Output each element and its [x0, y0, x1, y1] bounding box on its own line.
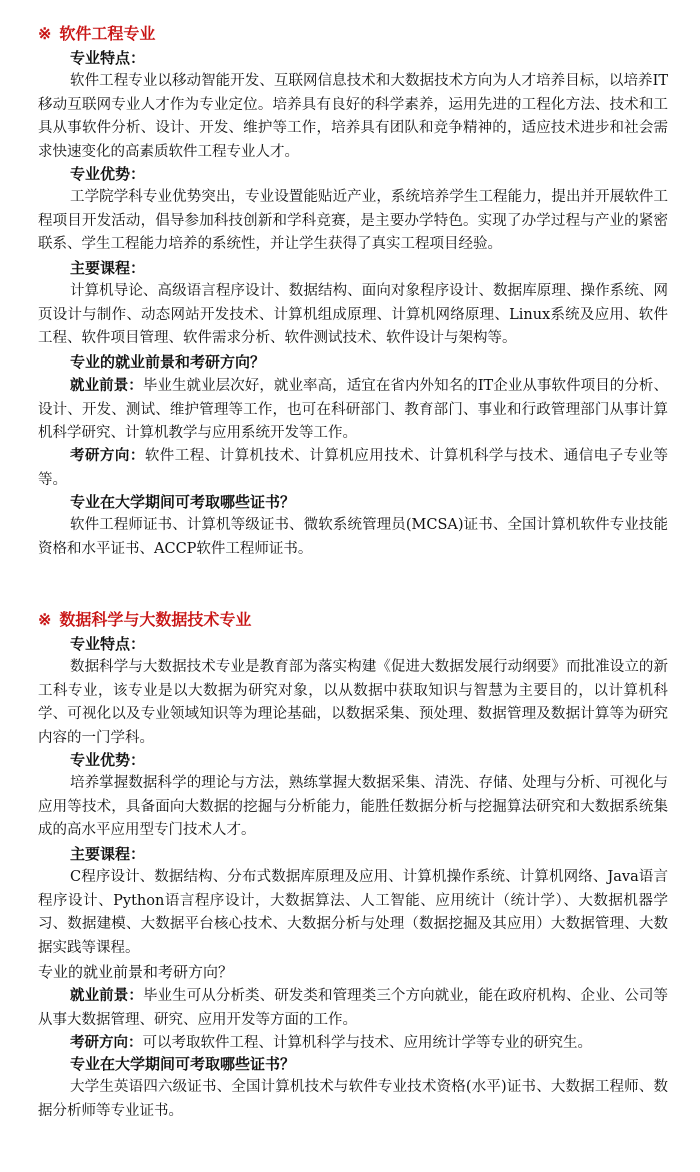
advantage-heading: 专业优势：	[70, 165, 146, 183]
section-title-text: 软件工程专业	[59, 24, 156, 43]
courses-paragraph: C程序设计、数据结构、分布式数据库原理及应用、计算机操作系统、计算机网络、Java语言程序设计、Python语言程序设计，大数据算法、人工智能、应用统计（统计学）、大数据机器学习、数据建模、大数据平台核心技术、大数据分析与处理（数据挖掘及其应用）大数据管理、大数据实践等课程。	[38, 869, 668, 956]
section-title-text: 数据科学与大数据技术专业	[59, 610, 252, 629]
features-paragraph: 软件工程专业以移动智能开发、互联网信息技术和大数据技术方向为人才培养目标，以培养IT移动互联网专业人才作为专业定位。培养具有良好的科学素养，运用先进的工程化方法、技术和工具从事软件分析、设计、开发、维护等工作，培养具有团队和竞争精神的，适应技术进步和社会需求快速变化的高素质软件工程专业人才。	[38, 73, 668, 160]
advantage-paragraph: 培养掌握数据科学的理论与方法，熟练掌握大数据采集、清洗、存储、处理与分析、可视化与应用等技术，具备面向大数据的挖掘与分析能力，能胜任数据分析与挖掘算法研究和大数据系统集成的高水平应用型专门技术人才。	[38, 775, 668, 838]
section-title	[38, 610, 251, 630]
employment-paragraph	[38, 374, 668, 446]
reference-mark-icon: ※	[38, 610, 52, 629]
advantage-heading: 专业优势：	[70, 751, 146, 769]
postgrad-paragraph	[38, 444, 668, 492]
prospects-heading: 专业的就业前景和考研方向？	[38, 963, 234, 981]
certificates-heading: 专业在大学期间可考取哪些证书？	[70, 493, 296, 511]
employment-label: 就业前景：	[70, 987, 143, 1004]
courses-heading: 主要课程：	[70, 845, 146, 863]
features-heading: 专业特点：	[70, 49, 146, 67]
postgrad-label: 考研方向：	[70, 1034, 143, 1051]
certificates-paragraph: 大学生英语四六级证书、全国计算机技术与软件专业技术资格(水平)证书、大数据工程师、数据分析师等专业证书。	[38, 1079, 668, 1119]
postgrad-text: 软件工程、计算机技术、计算机应用技术、计算机科学与技术、通信电子专业等等。	[38, 448, 669, 488]
employment-text: 毕业生可从分析类、研发类和管理类三个方向就业，能在政府机构、企业、公司等从事大数据管理、研究、应用开发等方面的工作。	[38, 988, 668, 1028]
features-heading: 专业特点：	[70, 635, 146, 653]
advantage-paragraph: 工学院学科专业优势突出，专业设置能贴近产业，系统培养学生工程能力，提出并开展软件工程项目开发活动，倡导参加科技创新和学科竞赛，是主要办学特色。实现了办学过程与产业的紧密联系、学生工程能力培养的系统性，并让学生获得了真实工程项目经验。	[38, 189, 668, 252]
employment-text: 毕业生就业层次好，就业率高，适宜在省内外知名的IT企业从事软件项目的分析、设计、开发、测试、维护管理等工作，也可在科研部门、教育部门、事业和行政管理部门从事计算机科学研究、计算机教学与应用系统开发等工作。	[38, 378, 668, 441]
section-title	[38, 24, 155, 44]
postgrad-paragraph	[38, 1031, 668, 1056]
prospects-heading: 专业的就业前景和考研方向？	[70, 353, 266, 371]
courses-paragraph: 计算机导论、高级语言程序设计、数据结构、面向对象程序设计、数据库原理、操作系统、网页设计与制作、动态网站开发技术、计算机组成原理、计算机网络原理、Linux系统及应用、软件工程、软件项目管理、软件需求分析、软件测试技术、软件设计与架构等。	[38, 283, 668, 346]
features-paragraph: 数据科学与大数据技术专业是教育部为落实构建《促进大数据发展行动纲要》而批准设立的新工科专业，该专业是以大数据为研究对象，以从数据中获取知识与智慧为主要目的，以计算机科学、可视化以及专业领域知识等为理论基础，以数据采集、预处理、数据管理及数据计算等为研究内容的一门学科。	[38, 659, 668, 746]
postgrad-label: 考研方向：	[70, 447, 145, 464]
postgrad-text: 可以考取软件工程、计算机科学与技术、应用统计学等专业的研究生。	[142, 1035, 592, 1051]
courses-heading: 主要课程：	[70, 259, 146, 277]
reference-mark-icon: ※	[38, 24, 52, 43]
employment-paragraph	[38, 984, 668, 1032]
employment-label: 就业前景：	[70, 377, 143, 394]
certificates-paragraph: 软件工程师证书、计算机等级证书、微软系统管理员(MCSA)证书、全国计算机软件专业技能资格和水平证书、ACCP软件工程师证书。	[38, 517, 668, 557]
certificates-heading: 专业在大学期间可考取哪些证书？	[70, 1055, 296, 1073]
